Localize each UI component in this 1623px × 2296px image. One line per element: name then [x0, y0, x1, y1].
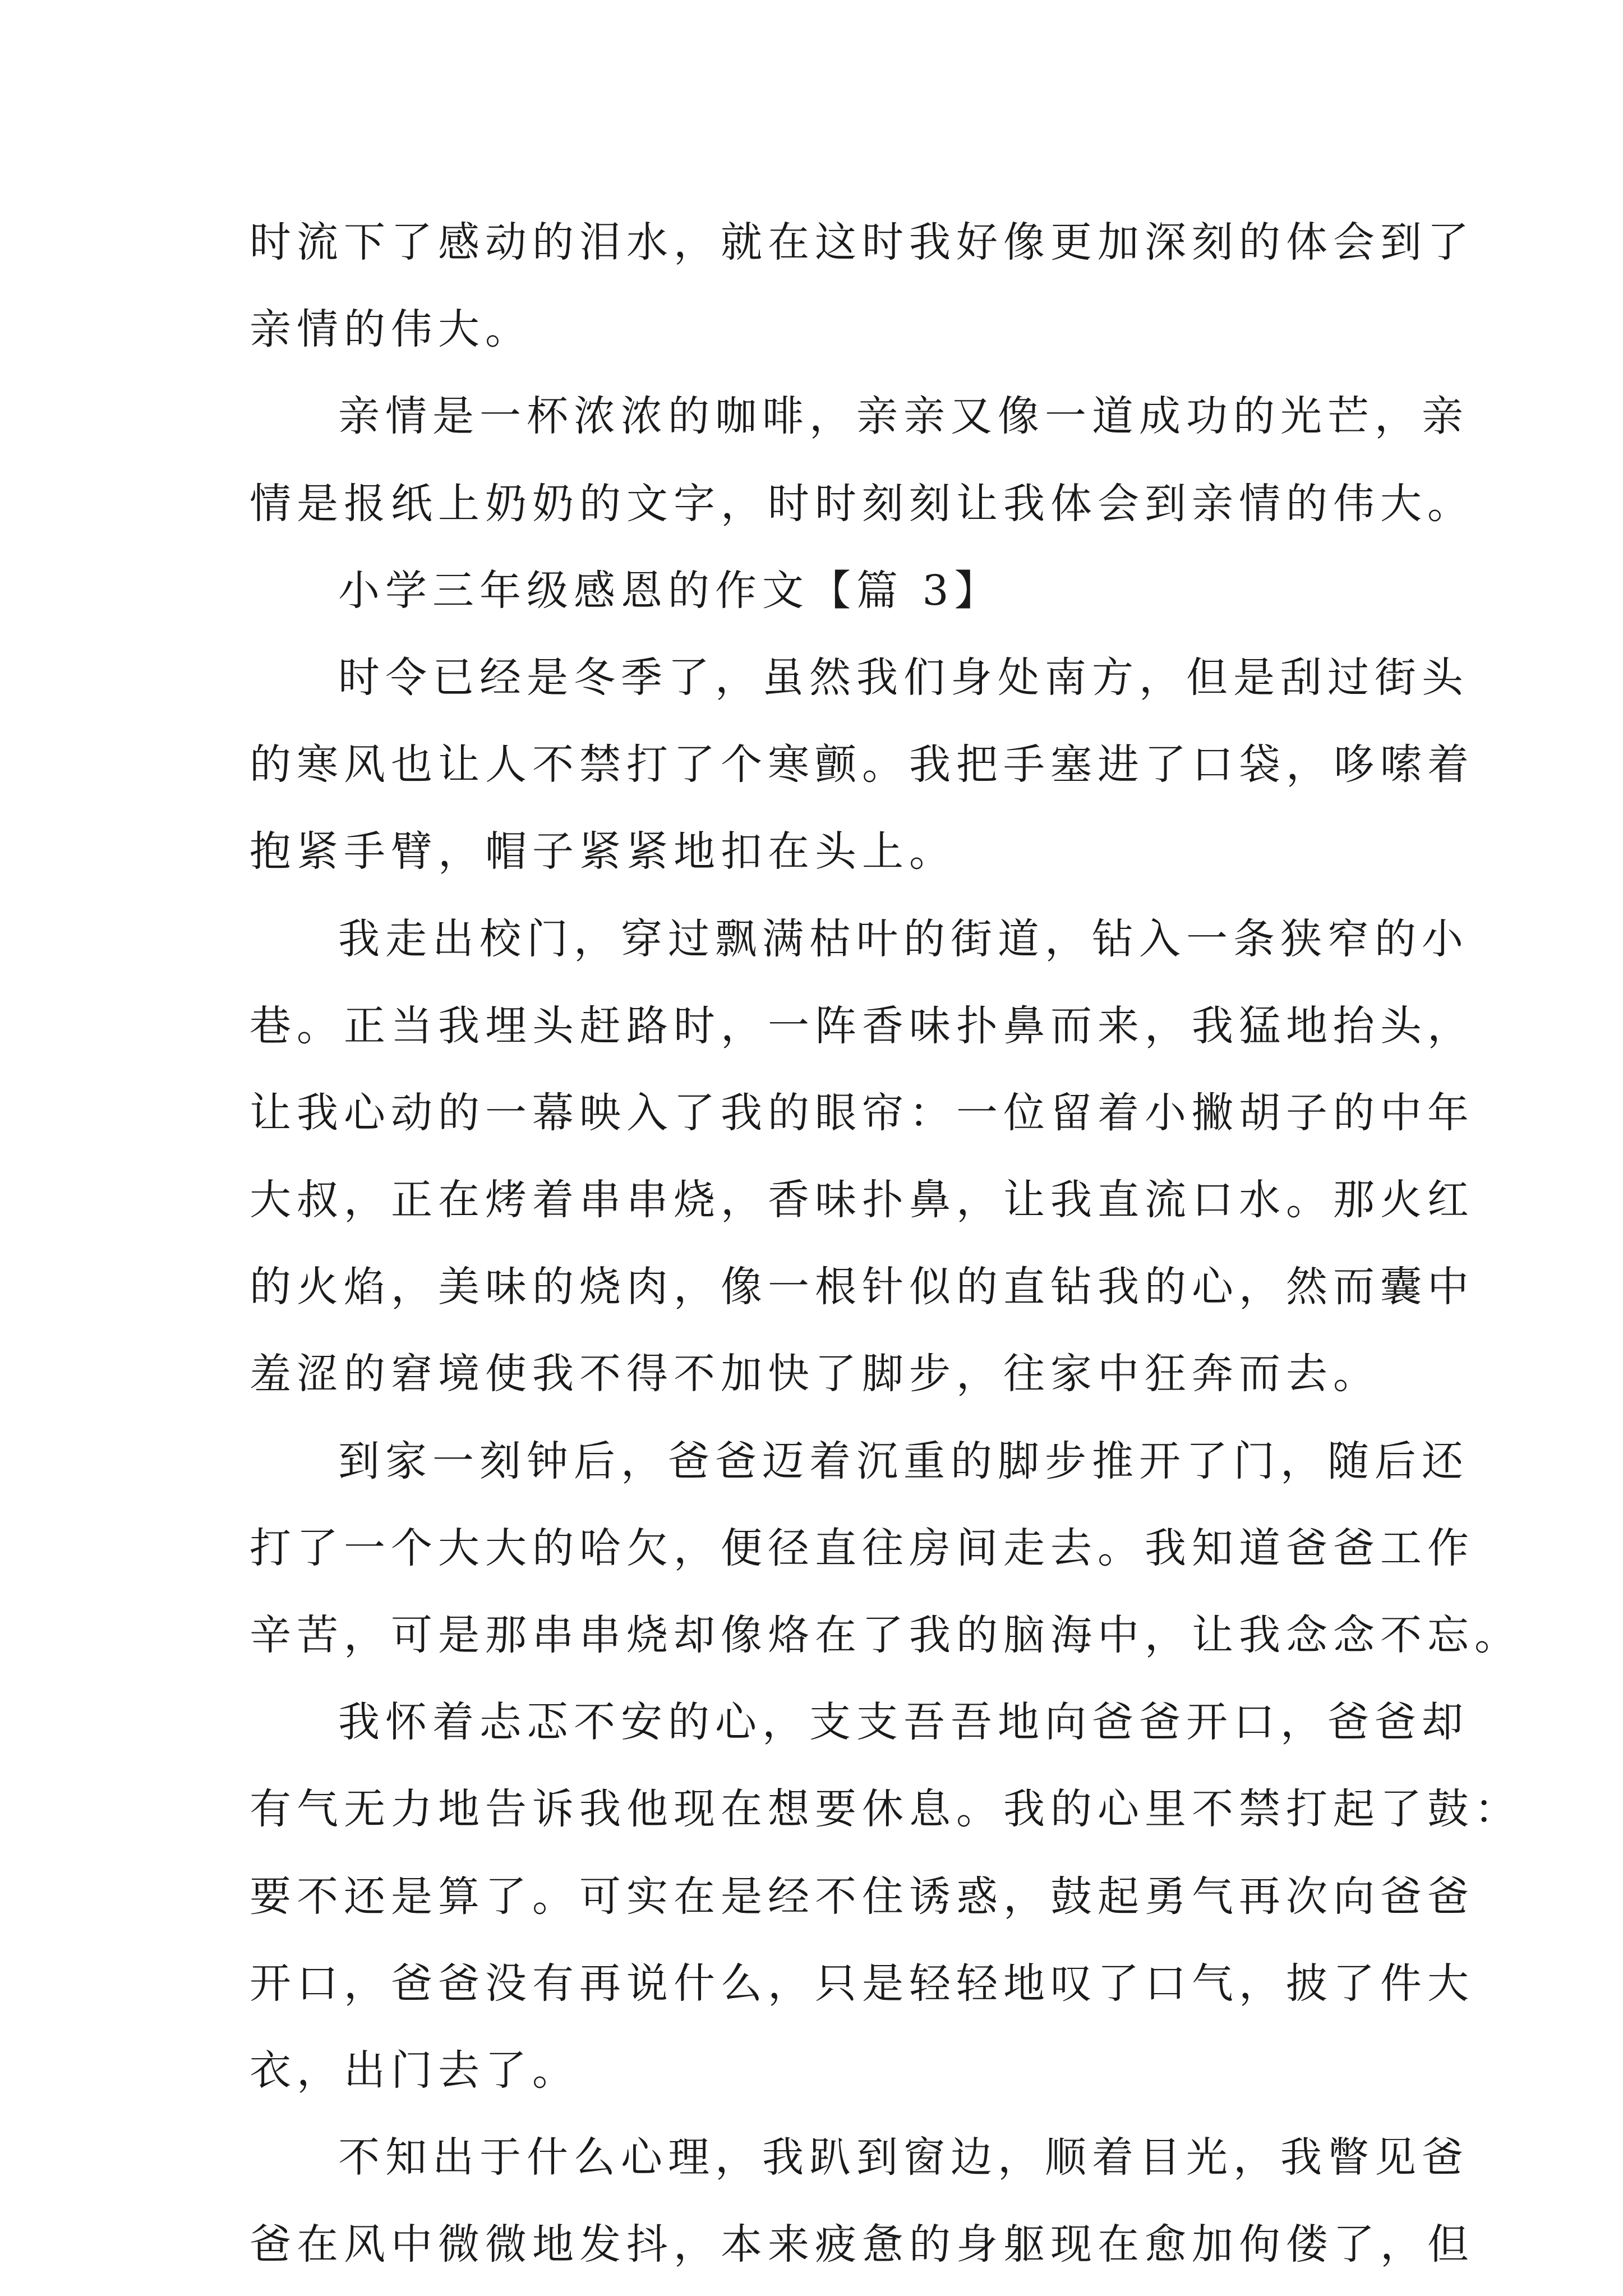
paragraph-first-line: 亲情是一杯浓浓的咖啡，亲亲又像一道成功的光芒，亲 [338, 392, 1469, 441]
text-line: 的火焰，美味的烧肉，像一根针似的直钻我的心，然而囊中 [250, 1263, 1474, 1312]
text-line: 亲情的伟大。 [250, 305, 532, 354]
body-text [250, 199, 1521, 2289]
paragraph-first-line: 我怀着忐忑不安的心，支支吾吾地向爸爸开口，爸爸却 [338, 1698, 1469, 1747]
paragraph-first-line: 时令已经是冬季了，虽然我们身处南方，但是刮过街头 [338, 653, 1469, 702]
text-line: 羞涩的窘境使我不得不加快了脚步，往家中狂奔而去。 [250, 1350, 1380, 1398]
text-line: 辛苦，可是那串串烧却像烙在了我的脑海中，让我念念不忘。 [250, 1611, 1521, 1659]
text-line: 打了一个大大的哈欠，便径直往房间走去。我知道爸爸工作 [250, 1524, 1474, 1572]
text-line: 抱紧手臂，帽子紧紧地扣在头上。 [250, 827, 956, 876]
text-line: 大叔，正在烤着串串烧，香味扑鼻，让我直流口水。那火红 [250, 1176, 1474, 1225]
paragraph-first-line: 不知出于什么心理，我趴到窗边，顺着目光，我瞥见爸 [338, 2133, 1469, 2182]
section-heading: 小学三年级感恩的作文【篇 3】 [338, 566, 1002, 615]
text-line: 要不还是算了。可实在是经不住诱惑，鼓起勇气再次向爸爸 [250, 1872, 1474, 1921]
paragraph-first-line: 到家一刻钟后，爸爸迈着沉重的脚步推开了门，随后还 [338, 1437, 1469, 1485]
text-line: 开口，爸爸没有再说什么，只是轻轻地叹了口气，披了件大 [250, 1959, 1474, 2008]
text-line: 情是报纸上奶奶的文字，时时刻刻让我体会到亲情的伟大。 [250, 479, 1474, 528]
text-line: 衣，出门去了。 [250, 2046, 579, 2095]
text-line: 时流下了感动的泪水，就在这时我好像更加深刻的体会到了 [250, 218, 1474, 266]
text-line: 爸在风中微微地发抖，本来疲惫的身躯现在愈加佝偻了，但 [250, 2220, 1474, 2269]
paragraph-first-line: 我走出校门，穿过飘满枯叶的街道，钻入一条狭窄的小 [338, 914, 1469, 963]
text-line: 巷。正当我埋头赶路时，一阵香味扑鼻而来，我猛地抬头， [250, 1001, 1474, 1050]
text-line: 让我心动的一幕映入了我的眼帘：一位留着小撇胡子的中年 [250, 1088, 1474, 1137]
text-line: 的寒风也让人不禁打了个寒颤。我把手塞进了口袋，哆嗦着 [250, 740, 1474, 789]
text-line: 有气无力地告诉我他现在想要休息。我的心里不禁打起了鼓： [250, 1785, 1521, 1834]
